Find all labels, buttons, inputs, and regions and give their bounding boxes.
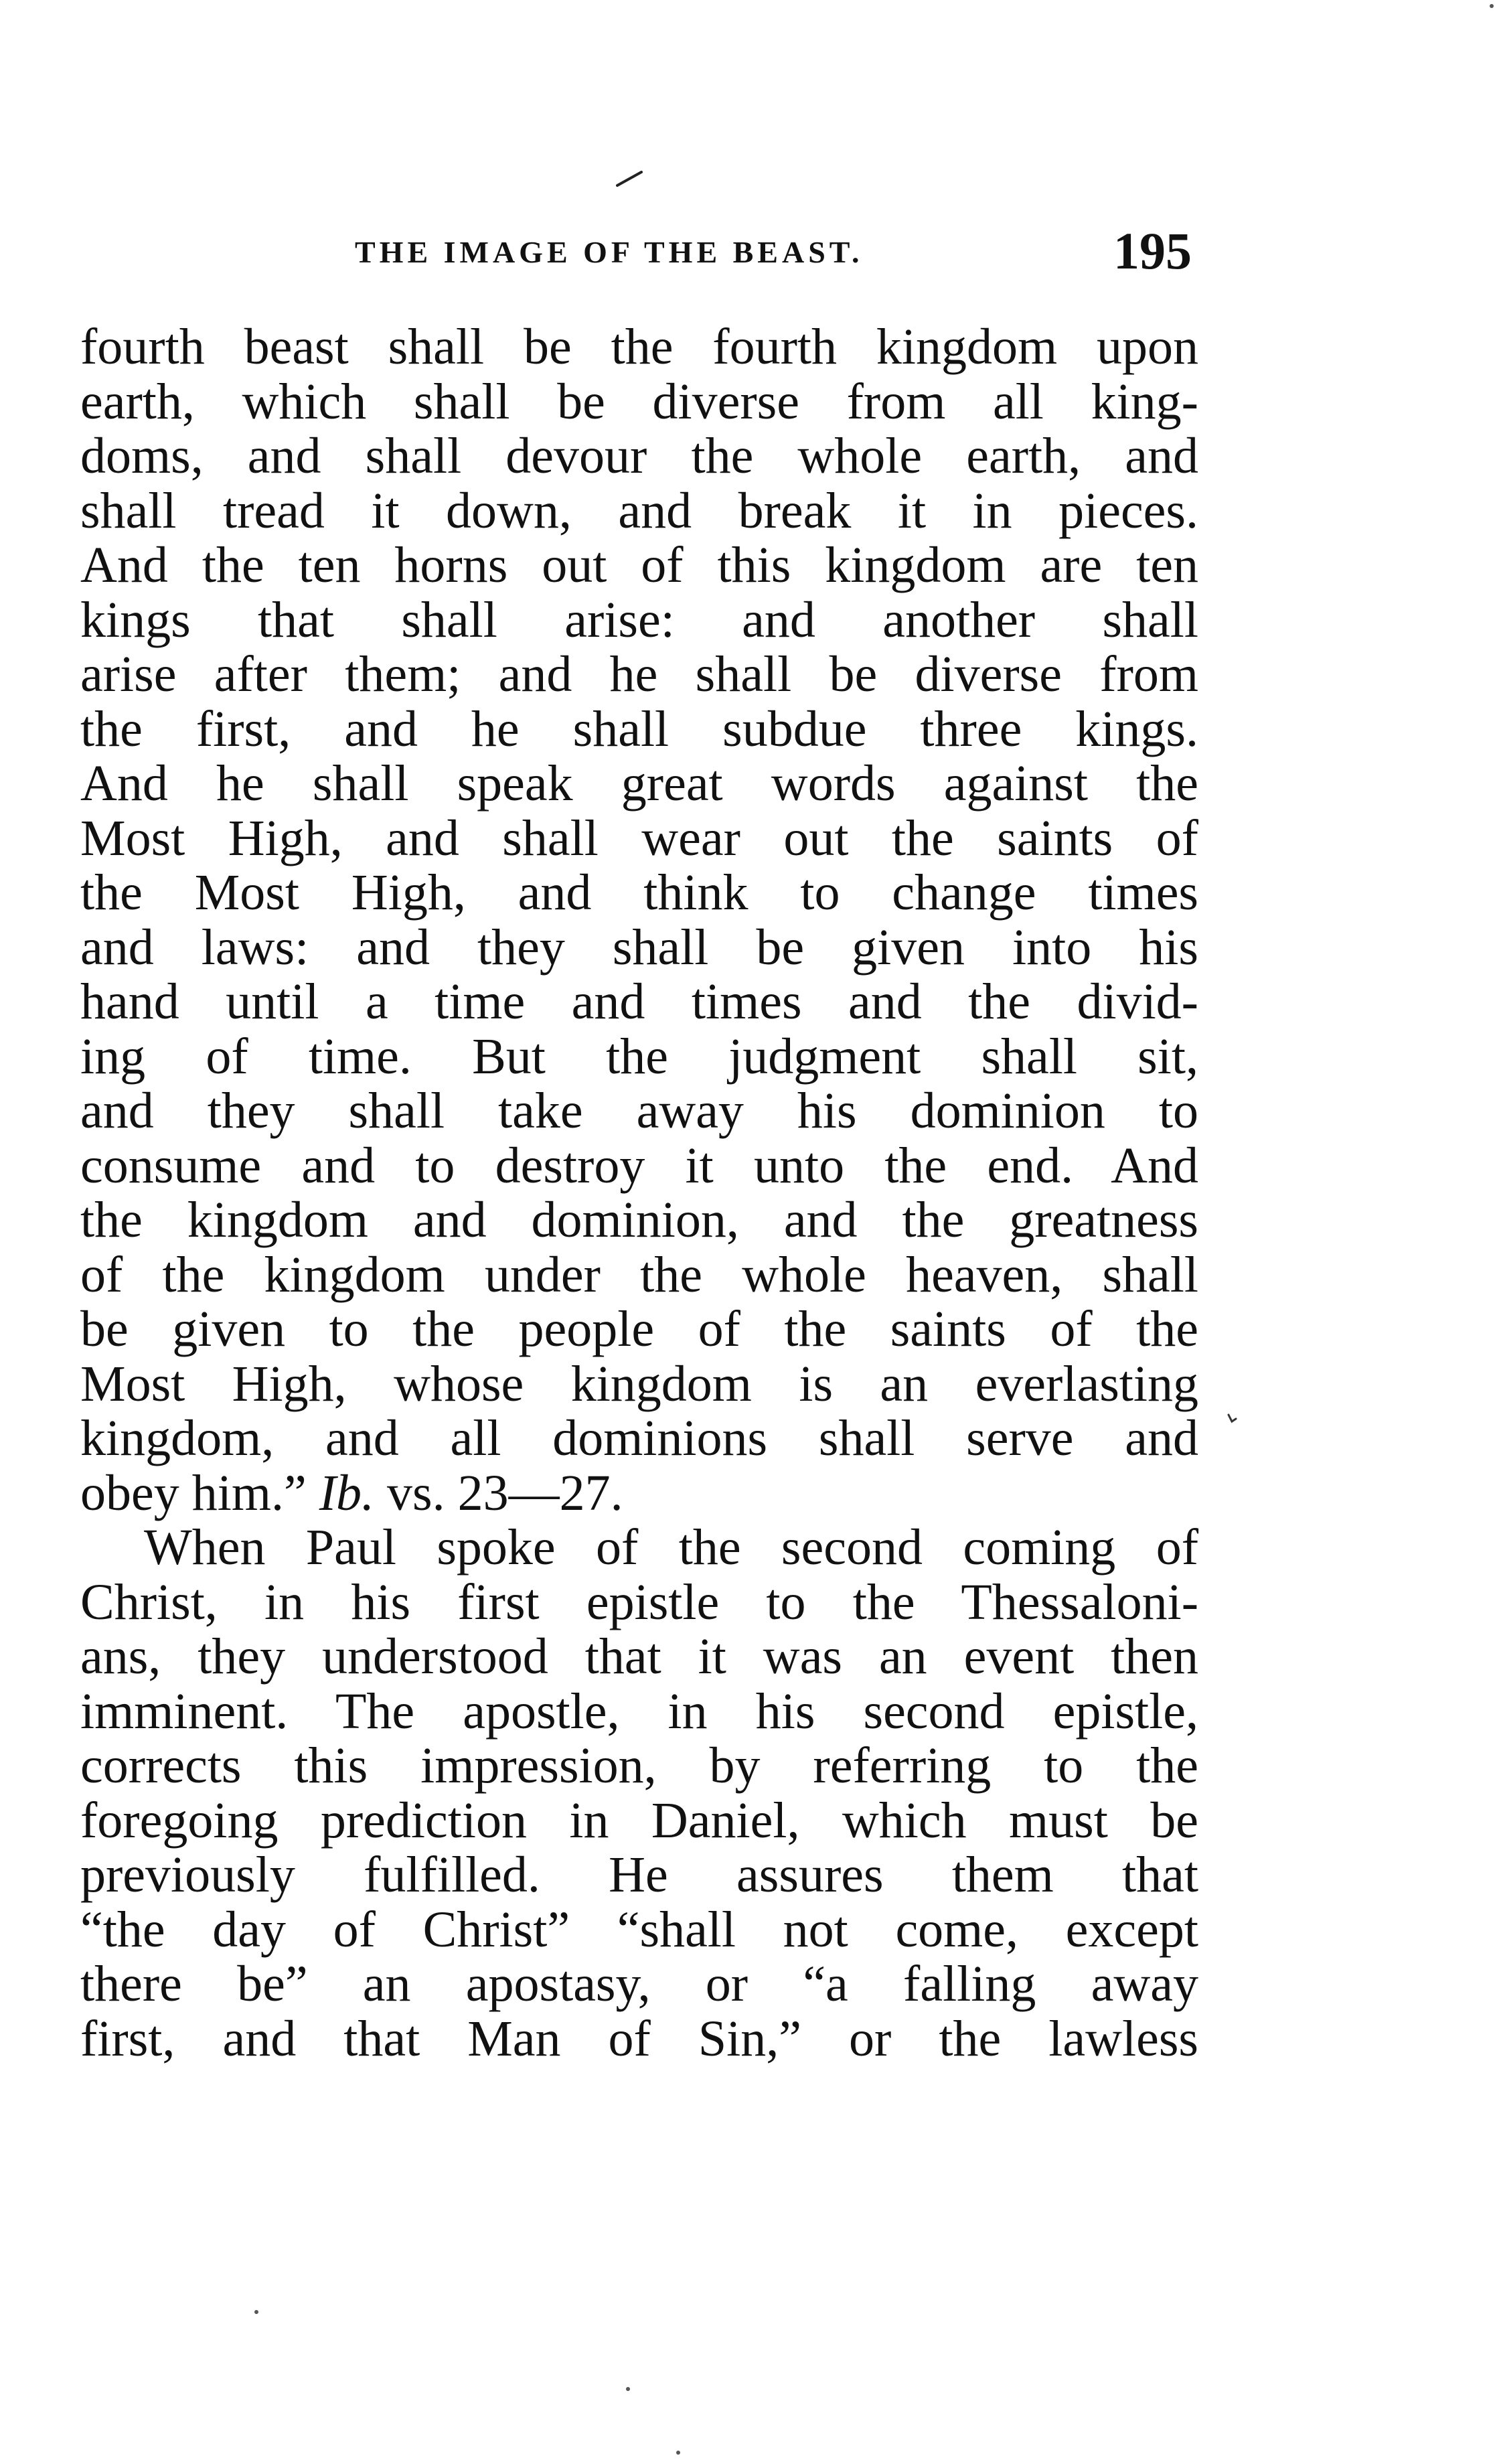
- text-line: shall tread it down, and break it in pieces.: [80, 482, 1198, 539]
- margin-mark: [1227, 1413, 1237, 1423]
- page-number: 195: [1113, 222, 1192, 280]
- text-line: And the ten horns out of this kingdom are ten: [80, 537, 1198, 593]
- text-line: corrects this impression, by referring to the: [80, 1738, 1198, 1794]
- text-line: and laws: and they shall be given into his: [80, 919, 1198, 976]
- text-line: kingdom, and all dominions shall serve and: [80, 1410, 1198, 1466]
- text-line: previously fulfilled. He assures them that: [80, 1847, 1198, 1903]
- text-line: consume and to destroy it unto the end. And: [80, 1137, 1198, 1194]
- text-line: earth, which shall be diverse from all king-: [80, 373, 1198, 430]
- paper-speck: [676, 2451, 680, 2455]
- citation-line: [80, 1466, 1198, 1521]
- text-line: And he shall speak great words against the: [80, 755, 1198, 812]
- text-line: When Paul spoke of the second coming of: [144, 1519, 1198, 1575]
- citation-verses: vs. 23—27.: [374, 1464, 623, 1521]
- text-line: the Most High, and think to change times: [80, 864, 1198, 921]
- body-text: [80, 320, 1198, 2066]
- citation-text: obey him.”: [80, 1464, 319, 1521]
- text-line: arise after them; and he shall be diverse from: [80, 646, 1198, 702]
- pencil-tick-mark: [616, 171, 643, 187]
- text-line: be given to the people of the saints of the: [80, 1301, 1198, 1357]
- citation-abbreviation: Ib.: [319, 1464, 375, 1521]
- text-line: the kingdom and dominion, and the greatness: [80, 1192, 1198, 1248]
- text-line: the first, and he shall subdue three kings.: [80, 700, 1198, 757]
- text-line: Most High, whose kingdom is an everlasting: [80, 1355, 1198, 1412]
- text-line: “the day of Christ” “shall not come, except: [80, 1901, 1198, 1958]
- text-line: Christ, in his first epistle to the Thessaloni-: [80, 1573, 1198, 1630]
- text-line: of the kingdom under the whole heaven, shall: [80, 1246, 1198, 1303]
- paper-speck: [1490, 4, 1494, 8]
- page-header: [100, 221, 1192, 295]
- text-line: fourth beast shall be the fourth kingdom upon: [80, 319, 1198, 375]
- text-line: Most High, and shall wear out the saints of: [80, 810, 1198, 866]
- text-line: kings that shall arise: and another shall: [80, 591, 1198, 648]
- text-line: first, and that Man of Sin,” or the lawless: [80, 2010, 1198, 2067]
- text-line: there be” an apostasy, or “a falling away: [80, 1956, 1198, 2012]
- text-line: foregoing prediction in Daniel, which must be: [80, 1792, 1198, 1849]
- text-line: hand until a time and times and the divid-: [80, 974, 1198, 1030]
- text-line: and they shall take away his dominion to: [80, 1083, 1198, 1139]
- text-line: ing of time. But the judgment shall sit,: [80, 1028, 1198, 1085]
- text-line: imminent. The apostle, in his second epistle,: [80, 1683, 1198, 1740]
- text-line: doms, and shall devour the whole earth, and: [80, 428, 1198, 484]
- paper-speck: [254, 2310, 258, 2314]
- paper-speck: [626, 2387, 630, 2391]
- text-line: ans, they understood that it was an event then: [80, 1628, 1198, 1685]
- running-head: THE IMAGE OF THE BEAST.: [355, 235, 864, 269]
